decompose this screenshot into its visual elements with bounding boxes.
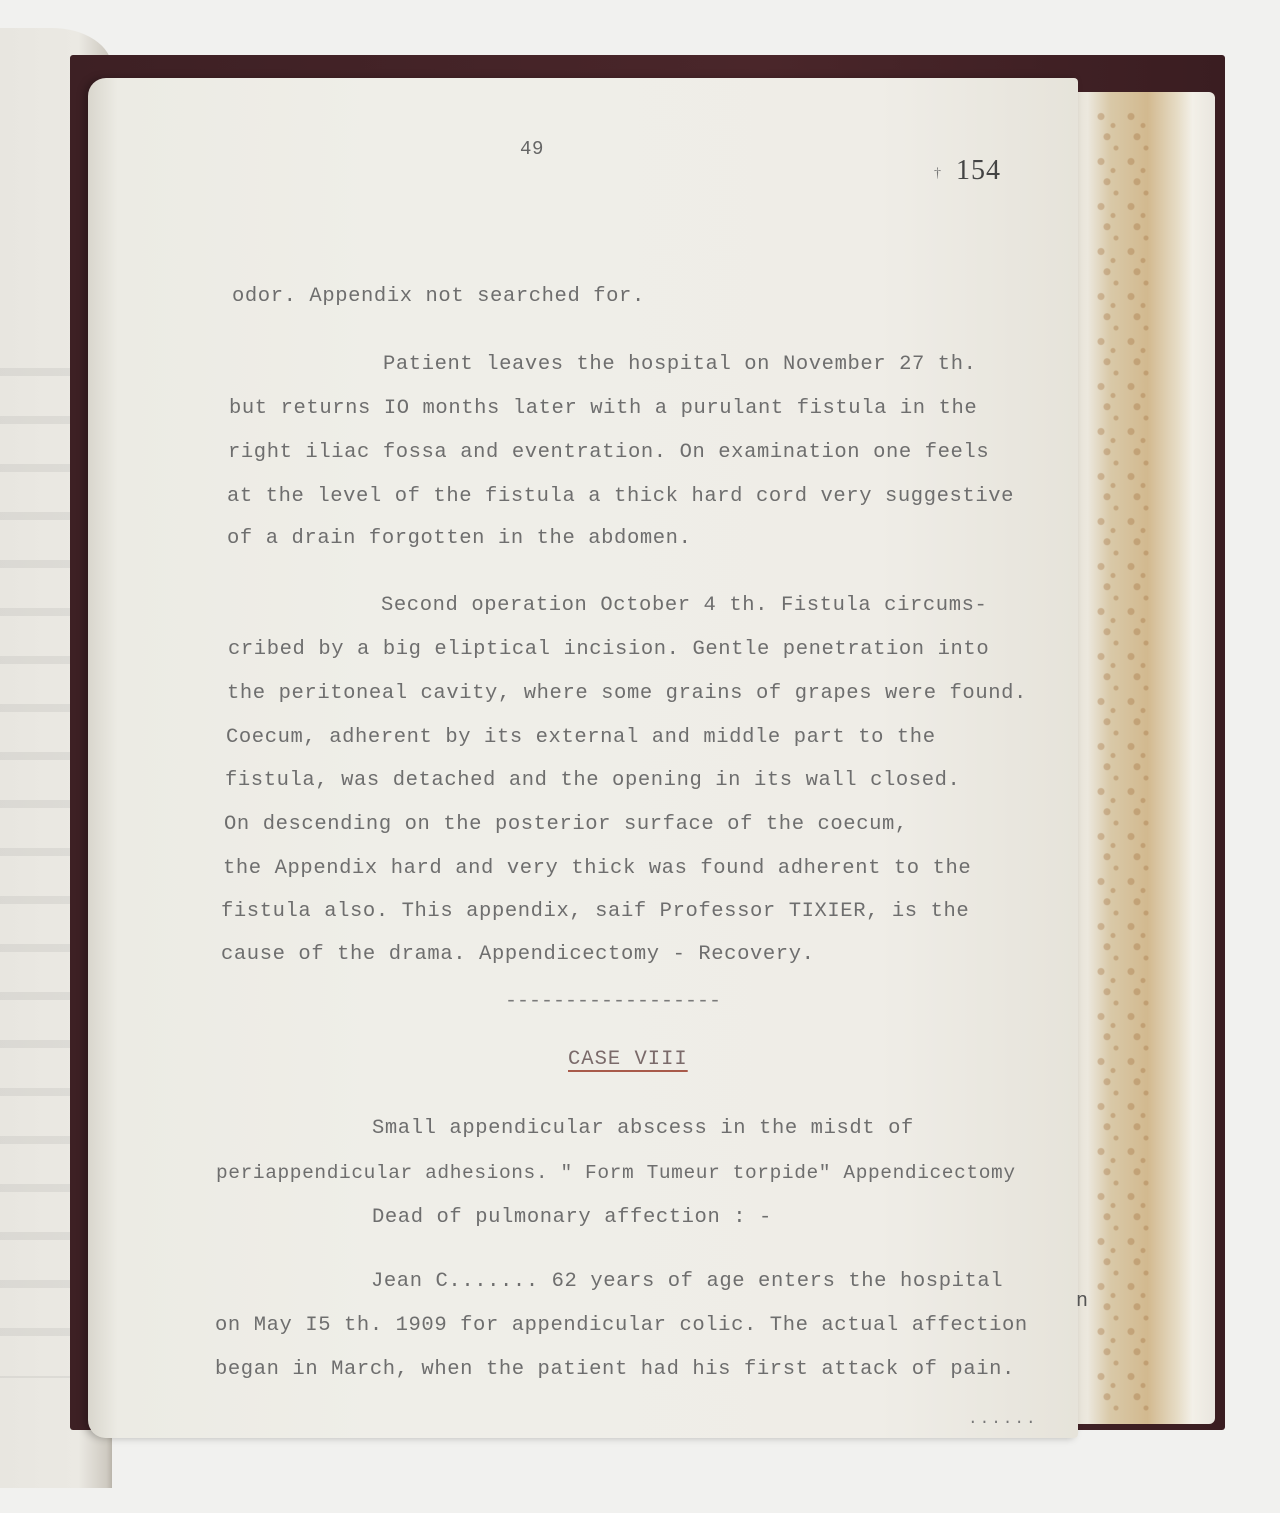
- document-page: [88, 78, 1078, 1438]
- case-heading: CASE VIII: [568, 1048, 688, 1071]
- foxing-spots: [1095, 112, 1155, 1412]
- page-number: 49: [520, 138, 545, 160]
- case-line: Dead of pulmonary affection : -: [372, 1206, 772, 1229]
- body-line: right iliac fossa and eventration. On examination one feels: [228, 441, 990, 464]
- body-line: cause of the drama. Appendicectomy - Recovery.: [221, 943, 815, 966]
- stack-page-letter: n: [1076, 1290, 1089, 1313]
- case-line: began in March, when the patient had his first attack of pain.: [215, 1358, 1015, 1381]
- body-line: odor. Appendix not searched for.: [232, 285, 645, 308]
- continuation-dots: ......: [968, 1410, 1038, 1428]
- folio-mark: †: [934, 166, 941, 181]
- folio-number: 154: [956, 155, 1001, 186]
- body-line: the Appendix hard and very thick was found adherent to the: [223, 857, 972, 880]
- case-line: Jean C....... 62 years of age enters the hospital: [371, 1270, 1004, 1293]
- body-line: the peritoneal cavity, where some grains of grapes were found.: [227, 682, 1027, 705]
- body-line: Second operation October 4 th. Fistula circums-: [381, 594, 988, 617]
- body-line: fistula, was detached and the opening in its wall closed.: [225, 769, 961, 792]
- case-line: periappendicular adhesions. " Form Tumeur torpide" Appendicectomy: [216, 1162, 1016, 1184]
- body-line: Patient leaves the hospital on November 27 th.: [383, 353, 977, 376]
- body-line: fistula also. This appendix, saif Professor TIXIER, is the: [221, 900, 970, 923]
- case-line: Small appendicular abscess in the misdt of: [372, 1117, 914, 1140]
- body-line: at the level of the fistula a thick hard cord very suggestive: [227, 485, 1015, 508]
- body-line: of a drain forgotten in the abdomen.: [227, 527, 692, 550]
- page-stack-edge: [1065, 92, 1215, 1424]
- body-line: cribed by a big eliptical incision. Gentle penetration into: [228, 638, 990, 661]
- case-line: on May I5 th. 1909 for appendicular colic. The actual affection: [215, 1314, 1028, 1337]
- section-separator: ------------------: [505, 990, 722, 1013]
- body-line: but returns IO months later with a purulant fistula in the: [229, 397, 978, 420]
- body-line: Coecum, adherent by its external and middle part to the: [226, 726, 936, 749]
- body-line: On descending on the posterior surface of the coecum,: [224, 813, 908, 836]
